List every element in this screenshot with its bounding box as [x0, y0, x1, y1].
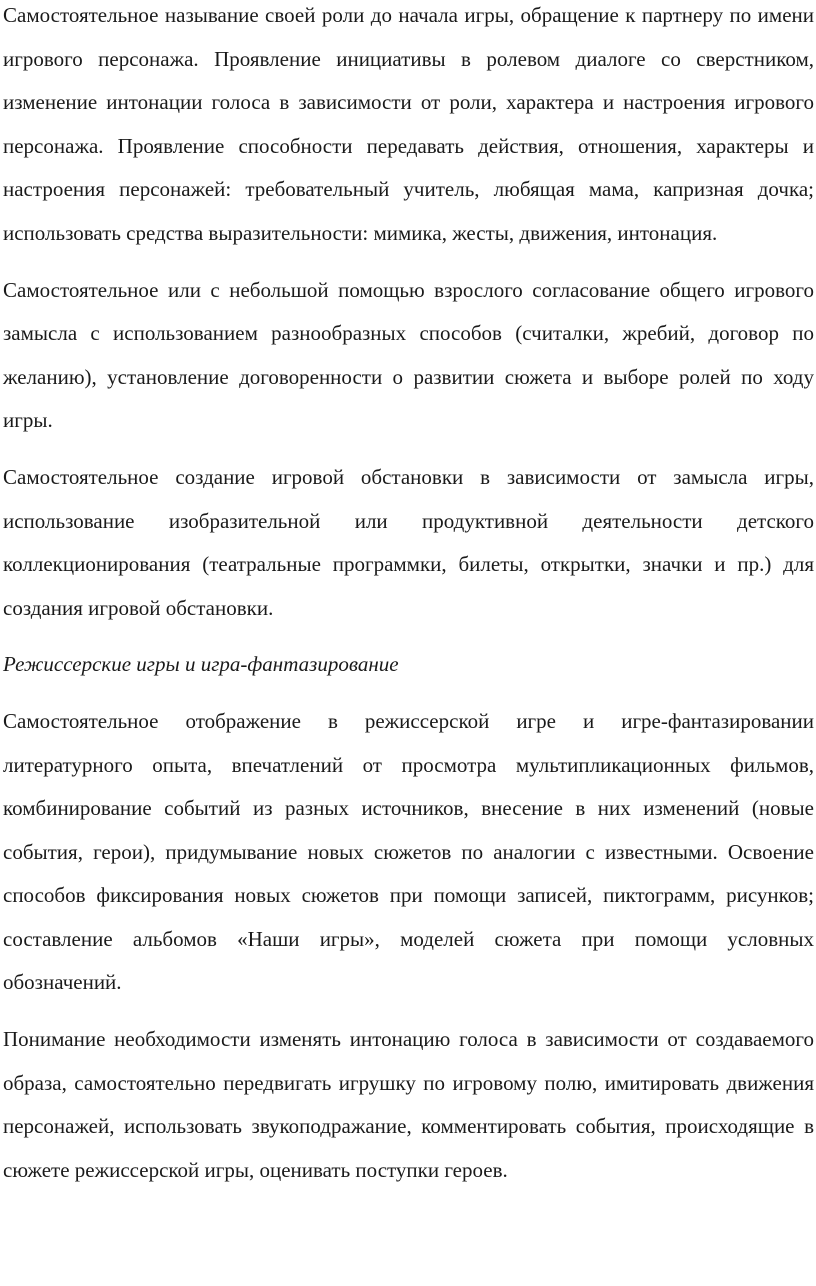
paragraph-game-environment: Самостоятельное создание игровой обстановки в зависимости от замысла игры, использование изобразительной или продуктивной деятельности детского коллекционирования (театральные программки, билеты, открытки, значки и пр.) для создания игровой обстановки. [3, 464, 814, 620]
paragraph-director-game-experience: Самостоятельное отображение в режиссерской игре и игре-фантазировании литературного опыта, впечатлений от просмотра мультипликационных фильмов, комбинирование событий из разных источников, внесение в них изменений (новые события, герои), придумывание новых сюжетов по аналогии с известными. Освоение способов фиксирования новых сюжетов при помощи записей, пиктограмм, рисунков; составление альбомов «Наши игры», моделей сюжета при помощи условных обозначений. [3, 708, 814, 995]
paragraph-game-plan-agreement: Самостоятельное или с небольшой помощью взрослого согласование общего игрового замысла с использованием разнообразных способов (считалки, жребий, договор по желанию), установление договоренности о развитии сюжета и выборе ролей по ходу игры. [3, 277, 814, 433]
paragraph-role-play: Самостоятельное называние своей роли до начала игры, обращение к партнеру по имени игрового персонажа. Проявление инициативы в ролевом диалоге со сверстником, изменение интонации голоса в зависимости от роли, характера и настроения игрового персонажа. Проявление способности передавать действия, отношения, характеры и настроения персонажей: требовательный учитель, любящая мама, капризная дочка; использовать средства выразительности: мимика, жесты, движения, интонация. [3, 3, 814, 245]
section-heading-director-games: Режиссерские игры и игра-фантазирование [3, 652, 399, 677]
paragraph-voice-intonation: Понимание необходимости изменять интонацию голоса в зависимости от создаваемого образа, самостоятельно передвигать игрушку по игровому полю, имитировать движения персонажей, использовать звукоподражание, комментировать события, происходящие в сюжете режиссерской игры, оценивать поступки героев. [3, 1027, 814, 1182]
